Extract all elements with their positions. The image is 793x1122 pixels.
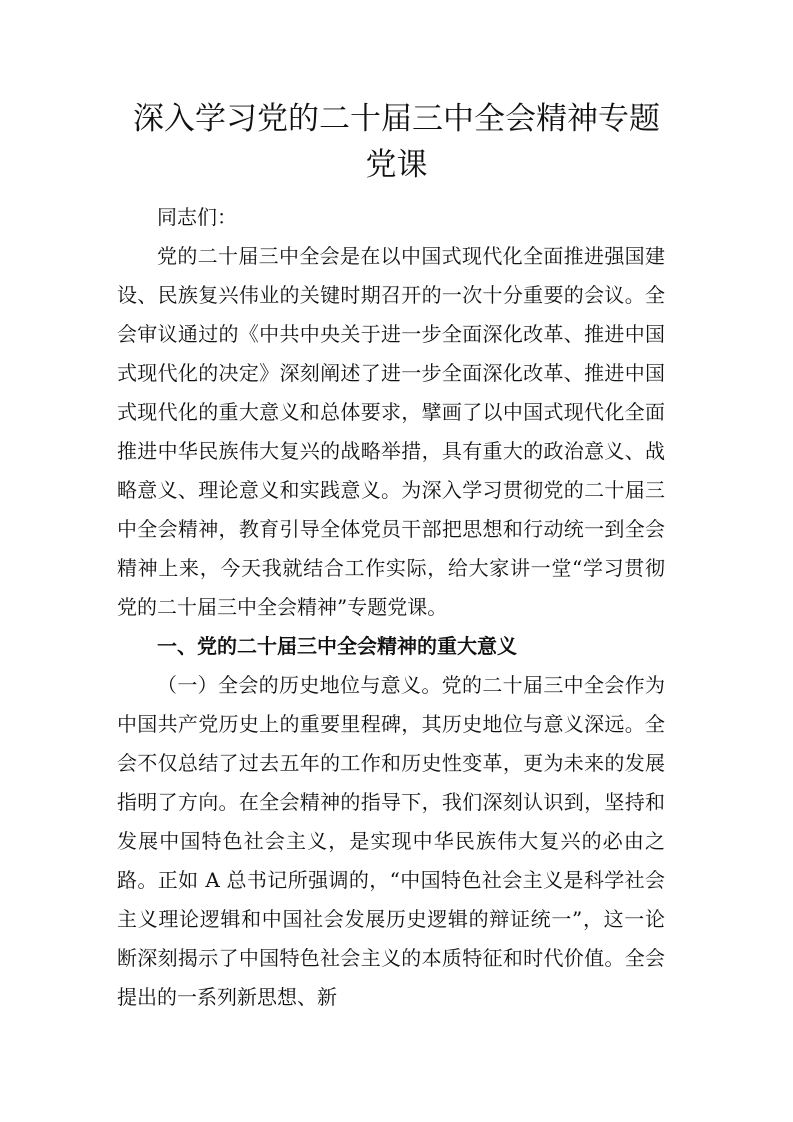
subsection-paragraph: [117, 666, 665, 1017]
intro-paragraph: 党的二十届三中全会是在以中国式现代化全面推进强国建设、民族复兴伟业的关键时期召开的一次十分重要的会议。全会审议通过的《中共中央关于进一步全面深化改革、推进中国式现代化的决定》深刻阐述了进一步全面深化改革、推进中国式现代化的重大意义和总体要求，擘画了以中国式现代化全面推进中华民族伟大复兴的战略举措，具有重大的政治意义、战略意义、理论意义和实践意义。为深入学习贯彻党的二十届三中全会精神，教育引导全体党员干部把思想和行动统一到全会精神上来，今天我就结合工作实际，给大家讲一堂“学习贯彻党的二十届三中全会精神”专题党课。: [117, 244, 665, 619]
salutation: 同志们：: [157, 205, 237, 229]
document-title: 深入学习党的二十届三中全会精神专题党课: [133, 101, 660, 183]
subsection-heading: （一）全会的历史地位与意义。: [157, 673, 442, 697]
document-body: [117, 198, 665, 1017]
subsection-text: 党的二十届三中全会作为中国共产党历史上的重要里程碑，其历史地位与意义深远。全会不仅总结了过去五年的工作和历史性变革，更为未来的发展指明了方向。在全会精神的指导下，我们深刻认识到，坚持和发展中国特色社会主义，是实现中华民族伟大复兴的必由之路。正如 A 总书记所强调的，“中国特色社会主义是科学社会主义理论逻辑和中国社会发展历史逻辑的辩证统一”，这一论断深刻揭示了中国特色社会主义的本质特征和时代价值。全会提出的一系列新思想、新: [117, 673, 666, 1009]
section-heading: 一、党的二十届三中全会精神的重大意义: [157, 634, 517, 658]
